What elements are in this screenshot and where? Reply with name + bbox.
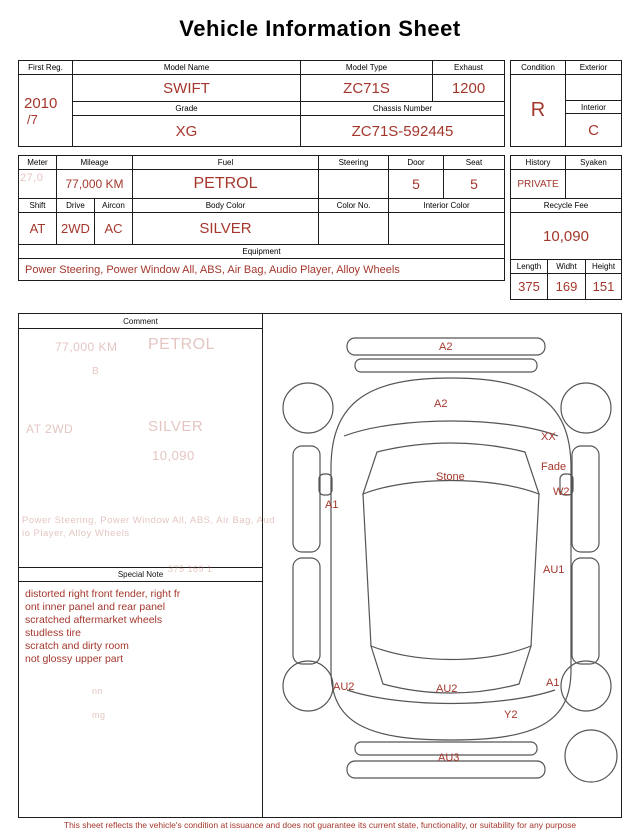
- shift-header: Shift: [19, 199, 57, 212]
- front-left-wheel: [283, 383, 333, 433]
- vehicle-id-table: [18, 60, 505, 147]
- damage-label: A1: [546, 677, 560, 689]
- chassis-number-value: ZC71S-592445: [351, 122, 454, 140]
- steering-header: Steering: [319, 156, 389, 169]
- damage-label: AU2: [333, 681, 355, 693]
- equipment-value: Power Steering, Power Window All, ABS, Air Bag, Audio Player, Alloy Wheels: [25, 263, 400, 276]
- model-name-value: SWIFT: [73, 75, 301, 101]
- comment-header: Comment: [19, 314, 262, 329]
- shift-value: AT: [19, 213, 57, 244]
- steering-value: [319, 170, 389, 198]
- left-mirror: [319, 474, 332, 495]
- condition-box: [510, 60, 622, 147]
- ghost-text: 375 169 1: [168, 564, 213, 574]
- color-no-header: Color No.: [319, 199, 389, 212]
- drive-value: 2WD: [57, 213, 95, 244]
- damage-label: AU1: [543, 564, 565, 576]
- ghost-text: io Player, Alloy Wheels: [22, 528, 130, 539]
- damage-label: A2: [439, 341, 453, 353]
- damage-label: A1: [325, 499, 339, 511]
- meter-header: Meter: [19, 156, 57, 169]
- body-color-value: SILVER: [133, 213, 319, 244]
- damage-label: XX: [541, 431, 556, 443]
- ghost-text: mg: [92, 710, 106, 720]
- first-reg-month: /7: [27, 111, 38, 127]
- seat-header: Seat: [465, 158, 483, 167]
- width-header: Widht: [548, 260, 586, 273]
- ghost-text: Power Steering, Power Window All, ABS, Air Bag, Aud: [22, 515, 276, 526]
- special-note-text: [25, 588, 180, 666]
- condition-header: Condition: [511, 61, 566, 74]
- front-right-wheel: [561, 383, 611, 433]
- ghost-text: PETROL: [148, 336, 216, 353]
- damage-label: AU3: [438, 752, 460, 764]
- left-rear-door-panel: [293, 558, 320, 664]
- height-header: Height: [591, 262, 616, 271]
- ghost-text: B: [92, 366, 100, 377]
- first-reg-year: 2010: [24, 94, 58, 112]
- condition-value: R: [511, 75, 566, 146]
- damage-label: Stone: [436, 471, 465, 483]
- recycle-fee-value: 10,090: [543, 227, 589, 245]
- hood-line: [344, 421, 558, 436]
- height-value: 151: [592, 279, 615, 294]
- ghost-text: SILVER: [148, 418, 204, 435]
- exhaust-header: Exhaust: [454, 63, 483, 72]
- special-note-line: scratch and dirty room: [25, 640, 129, 652]
- body-color-header: Body Color: [133, 199, 319, 212]
- length-value: 375: [511, 274, 548, 299]
- mileage-header: Mileage: [57, 156, 133, 169]
- special-note-line: studless tire: [25, 627, 82, 639]
- color-no-value: [319, 213, 389, 244]
- vehicle-spec-table: [18, 155, 505, 281]
- special-note-line: ont inner panel and rear panel: [25, 601, 166, 613]
- damage-label: W2: [553, 486, 570, 498]
- first-reg-header: First Reg.: [19, 61, 73, 74]
- special-note-line: scratched aftermarket wheels: [25, 614, 163, 626]
- interior-value: C: [588, 121, 599, 139]
- special-note-line: not glossy upper part: [25, 653, 124, 665]
- recycle-fee-header: Recycle Fee: [543, 201, 589, 210]
- door-value: 5: [389, 170, 444, 198]
- aircon-value: AC: [95, 213, 133, 244]
- mileage-value: 77,000 KM: [57, 170, 133, 198]
- model-name-header: Model Name: [73, 61, 301, 74]
- ghost-text: 77,000 KM: [55, 340, 118, 354]
- fuel-value: PETROL: [133, 170, 319, 198]
- exterior-value: [566, 75, 621, 101]
- right-front-door-panel: [572, 446, 599, 552]
- page-title: Vehicle Information Sheet: [179, 16, 461, 41]
- grade-header: Grade: [73, 102, 301, 115]
- exterior-header: Exterior: [579, 63, 608, 72]
- rear-left-wheel: [283, 661, 333, 711]
- windshield: [363, 443, 539, 494]
- ghost-text: AT 2WD: [26, 422, 74, 436]
- model-type-value: ZC71S: [301, 75, 433, 101]
- chassis-number-header: Chassis Number: [372, 104, 433, 113]
- grade-value: XG: [73, 116, 301, 146]
- car-diagram: [269, 318, 623, 796]
- interior-header: Interior: [566, 101, 621, 114]
- front-bumper-bar-2: [355, 359, 537, 372]
- damage-label: Y2: [504, 709, 518, 721]
- seat-value: 5: [470, 176, 478, 192]
- interior-color-header: Interior Color: [423, 201, 470, 210]
- equipment-header: Equipment: [242, 247, 281, 256]
- damage-label: A2: [434, 398, 448, 410]
- aircon-header: Aircon: [95, 199, 133, 212]
- damage-label: AU2: [436, 683, 458, 695]
- car-outline-svg: [269, 318, 623, 796]
- damage-label: Fade: [541, 461, 567, 473]
- spare-wheel: [565, 730, 617, 782]
- comment-column: [19, 314, 263, 817]
- special-note-line: distorted right front fender, right fr: [25, 588, 181, 600]
- ghost-text: nn: [92, 686, 104, 696]
- interior-color-value: [389, 213, 504, 244]
- syaken-header: Syaken: [580, 158, 607, 167]
- rear-right-wheel: [561, 661, 611, 711]
- ghost-text: 27,0: [20, 172, 44, 184]
- door-header: Door: [389, 156, 444, 169]
- model-type-header: Model Type: [301, 61, 433, 74]
- footer-disclaimer: This sheet reflects the vehicle's condition at issuance and does not guarantee its current state, functionality, or suitability for any purpose: [63, 820, 577, 830]
- length-header: Length: [511, 260, 548, 273]
- right-rear-door-panel: [572, 558, 599, 664]
- roof-lines: [363, 494, 539, 646]
- drive-header: Drive: [57, 199, 95, 212]
- history-box: [510, 155, 622, 300]
- fuel-header: Fuel: [133, 156, 319, 169]
- history-header: History: [511, 156, 566, 169]
- first-reg-value: [19, 75, 73, 146]
- ghost-text: 10,090: [152, 448, 195, 463]
- width-value: 169: [548, 274, 586, 299]
- exhaust-value: 1200: [451, 79, 486, 97]
- comment-diagram-box: [18, 313, 622, 818]
- history-value: PRIVATE: [511, 170, 566, 198]
- special-note-header: Special Note: [19, 567, 262, 582]
- left-front-door-panel: [293, 446, 320, 552]
- syaken-value: [566, 170, 621, 198]
